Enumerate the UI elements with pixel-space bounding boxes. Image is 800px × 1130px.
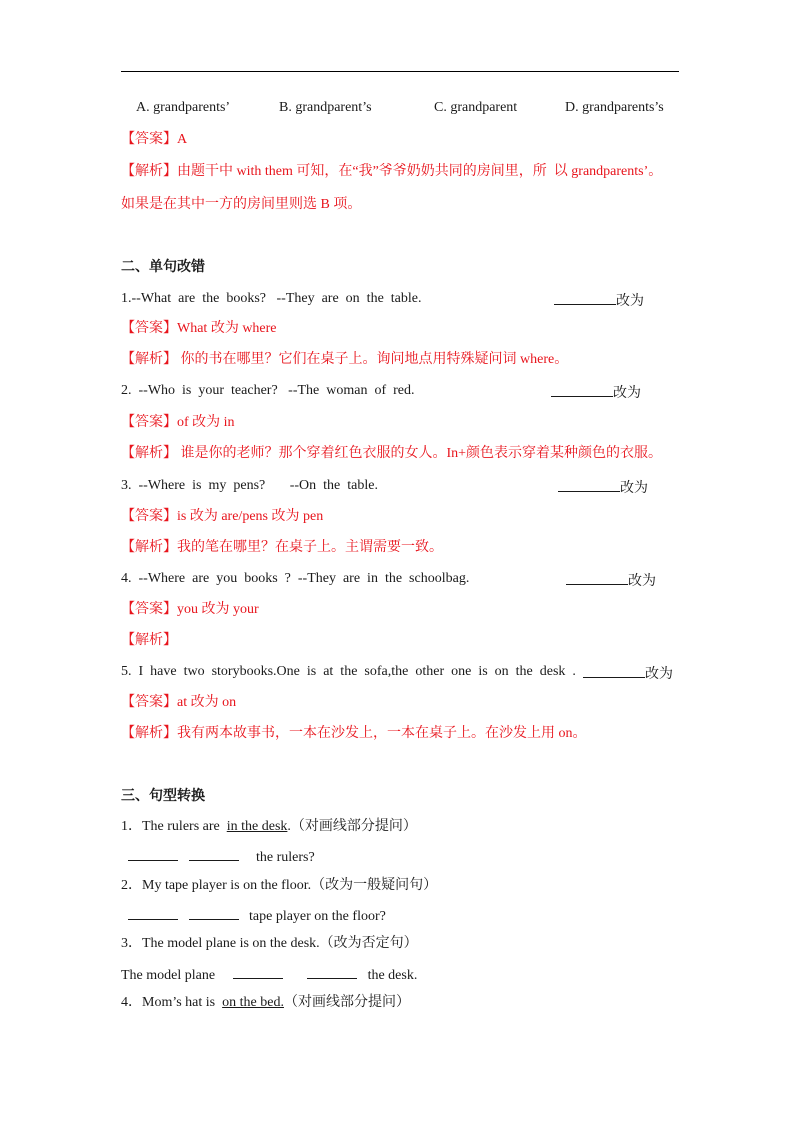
explanation-3: 【解析】我的笔在哪里？在桌子上。主谓需要一致。 xyxy=(121,540,443,555)
blank-line xyxy=(128,847,178,861)
q4-underlined-phrase: on the bed. xyxy=(222,995,284,1010)
mcq-explanation: 【解析】由题干中 with them 可知，在“我”爷爷奶奶共同的房间里，所 以 grandparents’。 xyxy=(121,164,663,179)
mcq-answer: 【答案】A xyxy=(121,132,188,147)
fill-blank-5 xyxy=(583,663,673,683)
option-a: A. grandparents’ xyxy=(136,100,231,115)
question-1: 1.--What are the books? --They are on the table. xyxy=(121,291,422,306)
change-label: 改为 xyxy=(616,294,644,309)
answer-1: 【答案】What 改为 where xyxy=(121,321,277,336)
blank-line xyxy=(554,291,616,305)
question-2: 2. --Who is your teacher? --The woman of red. xyxy=(121,383,415,398)
change-label: 改为 xyxy=(645,667,673,682)
blank-line xyxy=(128,906,178,920)
q1-prefix: 1．The rulers are xyxy=(121,819,227,834)
mcq-explanation-cont: 如果是在其中一方的房间里则选 B 项。 xyxy=(121,197,362,212)
answer-2-tail: tape player on the floor? xyxy=(249,909,386,924)
answer-1-tail: the rulers? xyxy=(256,850,315,865)
fill-blank-3 xyxy=(558,477,648,497)
change-label: 改为 xyxy=(620,481,648,496)
q1-instruction: .（对画线部分提问） xyxy=(287,819,417,834)
answer-3-tail: the desk. xyxy=(367,968,418,983)
answer-3: 【答案】is 改为 are/pens 改为 pen xyxy=(121,509,324,524)
blank-line xyxy=(307,965,357,979)
transform-question-3: 3．The model plane is on the desk.（改为否定句） xyxy=(121,936,418,951)
fill-blank-1 xyxy=(554,290,644,310)
section-title-sentence-transformation: 三、句型转换 xyxy=(121,789,205,804)
option-d: D. grandparents’s xyxy=(565,100,664,115)
transform-question-4 xyxy=(121,994,410,1012)
blank-line xyxy=(583,664,645,678)
transform-answer-3 xyxy=(121,965,417,985)
answer-3-head: The model plane xyxy=(121,968,216,983)
fill-blank-4 xyxy=(566,570,656,590)
blank-line xyxy=(566,571,628,585)
answer-4: 【答案】you 改为 your xyxy=(121,602,259,617)
q4-prefix: 4．Mom’s hat is xyxy=(121,995,223,1010)
question-5: 5. I have two storybooks.One is at the sofa,the other one is on the desk . xyxy=(121,664,576,679)
answer-5: 【答案】at 改为 on xyxy=(121,695,237,710)
explanation-1: 【解析】 你的书在哪里？它们在桌子上。询问地点用特殊疑问词 where。 xyxy=(121,352,569,367)
explanation-5: 【解析】我有两本故事书，一本在沙发上，一本在桌子上。在沙发上用 on。 xyxy=(121,726,587,741)
transform-answer-1 xyxy=(121,847,315,867)
transform-question-2: 2．My tape player is on the floor.（改为一般疑问句） xyxy=(121,878,438,893)
option-b: B. grandparent’s xyxy=(279,100,372,115)
blank-line xyxy=(551,383,613,397)
question-4: 4. --Where are you books ? --They are in the schoolbag. xyxy=(121,571,470,586)
header-rule xyxy=(121,71,679,72)
transform-question-1 xyxy=(121,818,417,836)
option-c: C. grandparent xyxy=(434,100,518,115)
blank-line xyxy=(558,478,620,492)
q1-underlined-phrase: in the desk xyxy=(226,819,288,834)
change-label: 改为 xyxy=(613,386,641,401)
blank-line xyxy=(189,906,239,920)
question-3: 3. --Where is my pens? --On the table. xyxy=(121,478,378,493)
answer-2: 【答案】of 改为 in xyxy=(121,415,235,430)
explanation-4: 【解析】 xyxy=(121,633,177,648)
transform-answer-2 xyxy=(121,906,386,926)
fill-blank-2 xyxy=(551,382,641,402)
change-label: 改为 xyxy=(628,574,656,589)
blank-line xyxy=(189,847,239,861)
q4-instruction: （对画线部分提问） xyxy=(283,995,410,1010)
section-title-error-correction: 二、单句改错 xyxy=(121,260,205,275)
explanation-2: 【解析】 谁是你的老师？那个穿着红色衣服的女人。In+颜色表示穿着某种颜色的衣服。 xyxy=(121,446,663,461)
blank-line xyxy=(233,965,283,979)
